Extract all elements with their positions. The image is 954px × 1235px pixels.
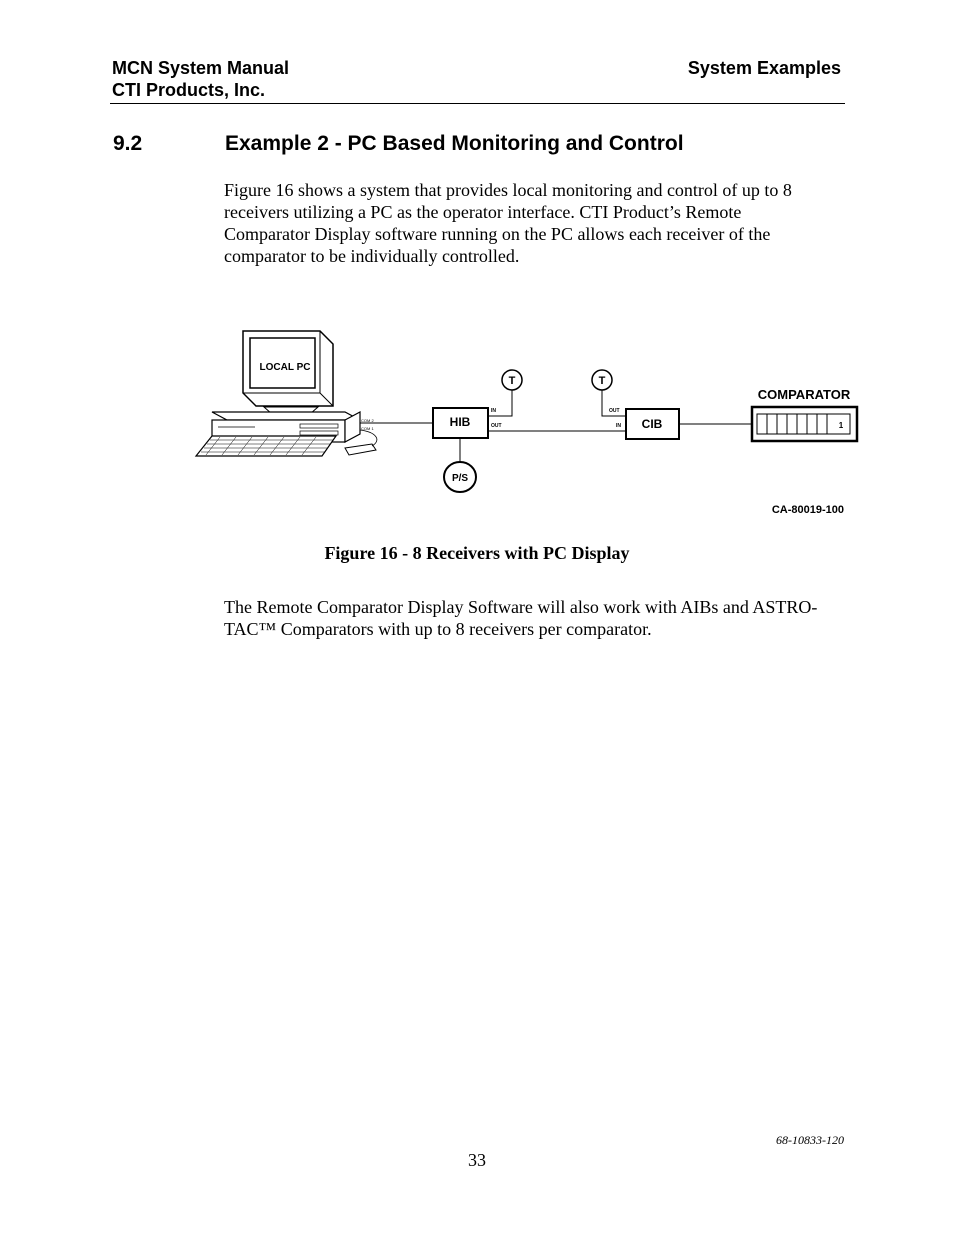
intro-line: comparator to be individually controlled.: [224, 246, 520, 266]
com1-label: COM 1: [361, 426, 374, 431]
note-line: TAC™ Comparators with up to 8 receivers per comparator.: [224, 619, 652, 639]
cib-in-label: IN: [616, 423, 621, 429]
header-company: CTI Products, Inc.: [112, 80, 266, 100]
note-paragraph: [224, 596, 864, 640]
hib-label: HIB: [449, 415, 471, 429]
comparator-label: COMPARATOR: [757, 387, 851, 402]
cib-out-label: OUT: [609, 408, 620, 414]
page-number: 33: [468, 1150, 486, 1170]
figure-caption: Figure 16 - 8 Receivers with PC Display: [324, 543, 630, 563]
ps-label: P/S: [451, 473, 469, 484]
comparator-slot-label: 1: [838, 421, 844, 430]
header-chapter: System Examples: [687, 58, 841, 78]
section-number: 9.2: [113, 132, 143, 155]
system-diagram: [0, 0, 954, 530]
hib-in-label: IN: [491, 408, 496, 414]
comparator-card-rack: [757, 414, 850, 434]
hib-tap-label: T: [508, 375, 516, 387]
cib-label: CIB: [641, 417, 663, 431]
hib-out-label: OUT: [491, 423, 502, 429]
pc-label: LOCAL PC: [259, 362, 311, 373]
local-pc-icon: [196, 331, 377, 456]
com2-label: COM 2: [361, 418, 374, 423]
intro-line: Figure 16 shows a system that provides local monitoring and control of up to 8: [224, 180, 792, 200]
intro-line: Comparator Display software running on the PC allows each receiver of the: [224, 224, 771, 244]
cib-tap-label: T: [598, 375, 606, 387]
intro-line: receivers utilizing a PC as the operator interface. CTI Product’s Remote: [224, 202, 742, 222]
section-title: Example 2 - PC Based Monitoring and Control: [225, 132, 684, 155]
note-line: The Remote Comparator Display Software will also work with AIBs and ASTRO-: [224, 597, 818, 617]
drawing-number: CA-80019-100: [771, 504, 844, 516]
header-manual-title: MCN System Manual: [112, 58, 290, 78]
document-number: 68-10833-120: [776, 1133, 844, 1147]
